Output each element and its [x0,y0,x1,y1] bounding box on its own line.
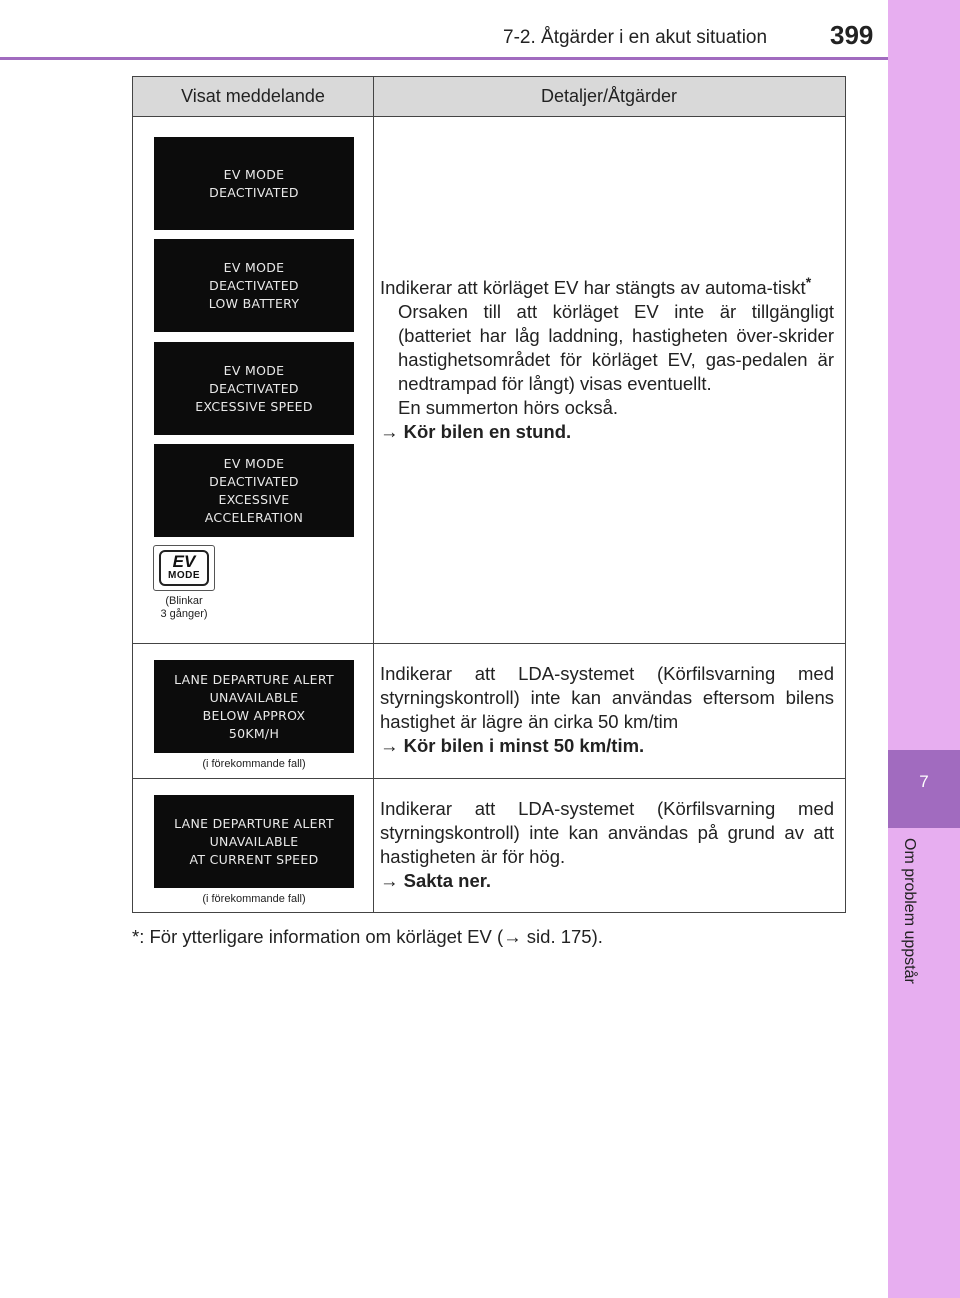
detail-text: En summerton hörs också. [398,397,619,419]
display-line: DEACTIVATED [209,473,299,489]
caption-line: 3 gånger) [160,608,208,620]
column-divider [373,77,374,912]
action-text: → Kör bilen i minst 50 km/tim. [380,735,645,756]
display-line: EXCESSIVE SPEED [195,398,313,414]
detail-text: Indikerar att LDA-systemet (Körfilsvarning med styrningskontroll) inte kan användas på grund av att hastigheten är för hög. [380,798,834,867]
table-header-row [133,77,845,117]
column-header-message: Visat meddelande [181,86,325,106]
details-lda-below-speed [380,662,834,758]
page-number: 399 [830,20,874,50]
display-lda-below-approx [154,660,354,753]
chapter-label-text: Om problem uppstår [901,838,918,984]
header-divider [0,57,888,60]
details-lda-current-speed [380,797,834,893]
display-line: EV MODE [223,455,285,471]
display-line: AT CURRENT SPEED [189,851,319,867]
display-line: DEACTIVATED [209,184,299,200]
message-table [132,76,846,913]
display-line: 50KM/H [228,725,280,741]
row-divider [133,643,845,644]
display-ev-mode-excessive-speed [154,342,354,435]
column-header-details: Detaljer/Åtgärder [540,86,678,106]
detail-text: Orsaken till att körläget EV inte är tillgängligt (batteriet har låg laddning, hastigheten över-skrider hastighetsområdet för körläget EV, gas-pedalen är nedtrampad för långt) visas eventuellt. [398,301,834,395]
blink-caption [147,595,221,621]
caption-line: (Blinkar [165,595,203,607]
chapter-number: 7 [919,772,929,791]
display-line: DEACTIVATED [209,277,299,293]
display-ev-mode-excessive-acceleration [154,444,354,537]
display-line: DEACTIVATED [209,380,299,396]
conditional-caption: (i förekommande fall) [202,758,306,770]
detail-lead: Indikerar att körläget EV har stängts av automa-tiskt [380,277,806,299]
action-text: → Sakta ner. [380,870,492,891]
display-line: BELOW APPROX [202,707,306,723]
detail-text: Indikerar att LDA-systemet (Körfilsvarning med styrningskontroll) inte kan användas eftersom bilens hastighet är lägre än cirka 50 km/tim [380,663,834,732]
display-lda-current-speed [154,795,354,888]
display-line: EXCESSIVE [218,491,290,507]
ev-icon-text: EV [172,552,196,571]
display-line: LANE DEPARTURE ALERT [174,815,334,831]
ev-icon-subtext: MODE [168,570,200,581]
display-line: LOW BATTERY [208,295,300,311]
details-ev-mode [380,270,834,444]
display-line: EV MODE [223,166,285,182]
conditional-caption: (i förekommande fall) [202,893,306,905]
action-text: → Kör bilen en stund. [380,421,572,443]
chapter-label [890,838,930,1038]
display-line: ACCELERATION [204,509,304,525]
display-ev-mode-low-battery [154,239,354,332]
footnote-mark: * [805,274,812,290]
row-divider [133,778,845,779]
ev-mode-icon-frame [159,550,209,586]
footnote: *: För ytterligare information om körläget EV (→ sid. 175). [132,926,603,947]
display-line: LANE DEPARTURE ALERT [174,671,334,687]
display-line: EV MODE [223,362,285,378]
section-title: 7-2. Åtgärder i en akut situation [503,27,768,48]
detail-text [380,270,834,300]
chapter-sidebar [888,0,960,1298]
display-line: UNAVAILABLE [209,833,299,849]
ev-mode-indicator-icon [153,545,215,591]
display-ev-mode-deactivated [154,137,354,230]
display-line: EV MODE [223,259,285,275]
display-line: UNAVAILABLE [209,689,299,705]
